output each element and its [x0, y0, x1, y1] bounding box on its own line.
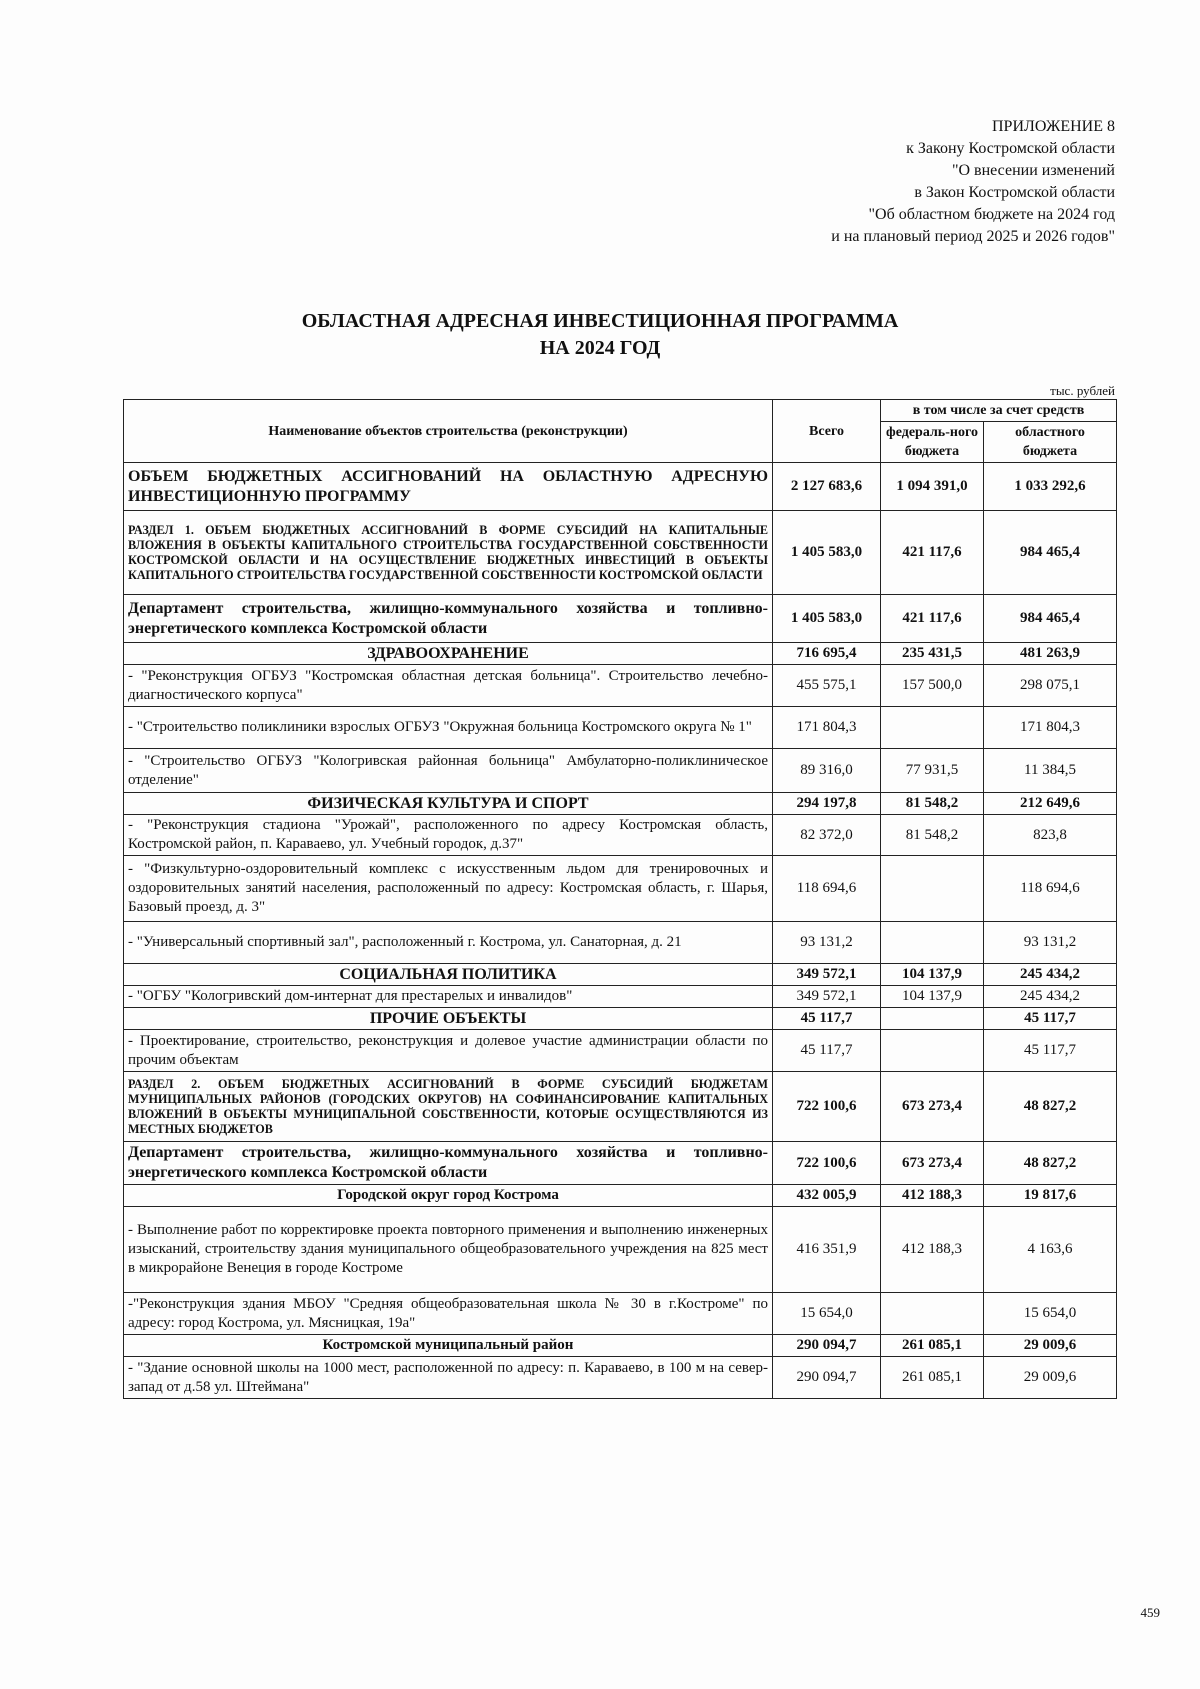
row-name: ОБЪЕМ БЮДЖЕТНЫХ АССИГНОВАНИЙ НА ОБЛАСТНУЮ АДРЕСНУЮ ИНВЕСТИЦИОННУЮ ПРОГРАММУ	[124, 463, 773, 511]
row-federal: 412 188,3	[881, 1207, 984, 1293]
row-regional: 245 434,2	[984, 964, 1117, 986]
row-federal: 81 548,2	[881, 815, 984, 856]
row-regional: 19 817,6	[984, 1185, 1117, 1207]
row-total: 118 694,6	[773, 856, 881, 922]
row-total: 2 127 683,6	[773, 463, 881, 511]
table-row-section	[124, 1072, 1117, 1142]
row-name: - "Строительство ОГБУЗ "Кологривская районная больница" Амбулаторно-поликлиническое отделение"	[124, 749, 773, 793]
header-total: Всего	[773, 400, 881, 463]
row-name: ФИЗИЧЕСКАЯ КУЛЬТУРА И СПОРТ	[124, 793, 773, 815]
row-total: 89 316,0	[773, 749, 881, 793]
row-total: 45 117,7	[773, 1008, 881, 1030]
row-total: 171 804,3	[773, 707, 881, 749]
table-row-item	[124, 922, 1117, 964]
row-name: СОЦИАЛЬНАЯ ПОЛИТИКА	[124, 964, 773, 986]
row-total: 294 197,8	[773, 793, 881, 815]
row-total: 15 654,0	[773, 1293, 881, 1335]
table-row-item	[124, 1357, 1117, 1399]
row-federal	[881, 707, 984, 749]
row-regional: 984 465,4	[984, 595, 1117, 643]
row-federal: 261 085,1	[881, 1335, 984, 1357]
row-federal: 673 273,4	[881, 1072, 984, 1142]
row-total: 455 575,1	[773, 665, 881, 707]
page-number: 459	[1140, 1605, 1160, 1620]
row-federal	[881, 1293, 984, 1335]
table-row-item	[124, 749, 1117, 793]
header-regional: областного бюджета	[984, 422, 1117, 463]
header-group: в том числе за счет средств	[881, 400, 1117, 422]
row-name: Костромской муниципальный район	[124, 1335, 773, 1357]
row-name: - "Реконструкция стадиона "Урожай", расположенного по адресу Костромская область, Костромской район, п. Караваево, ул. Учебный городок, д.37"	[124, 815, 773, 856]
row-name: - "Строительство поликлиники взрослых ОГБУЗ "Окружная больница Костромского округа № 1"	[124, 707, 773, 749]
row-regional: 29 009,6	[984, 1335, 1117, 1357]
row-federal	[881, 1030, 984, 1072]
table-row-item	[124, 665, 1117, 707]
row-regional: 245 434,2	[984, 986, 1117, 1008]
row-total: 349 572,1	[773, 986, 881, 1008]
row-name: - "Реконструкция ОГБУЗ "Костромская областная детская больница". Строительство лечебно-диагностического корпуса"	[124, 665, 773, 707]
row-regional: 48 827,2	[984, 1142, 1117, 1185]
row-total: 716 695,4	[773, 643, 881, 665]
row-regional: 1 033 292,6	[984, 463, 1117, 511]
appendix-line: в Закон Костромской области	[914, 184, 1115, 201]
row-total: 82 372,0	[773, 815, 881, 856]
appendix-line: "О внесении изменений	[951, 162, 1115, 179]
table-header-row	[124, 400, 1117, 422]
row-regional: 118 694,6	[984, 856, 1117, 922]
row-federal: 104 137,9	[881, 986, 984, 1008]
row-name: Департамент строительства, жилищно-коммунального хозяйства и топливно-энергетического комплекса Костромской области	[124, 1142, 773, 1185]
table-row-sub	[124, 1185, 1117, 1207]
table-row-category	[124, 1008, 1117, 1030]
row-regional: 298 075,1	[984, 665, 1117, 707]
row-regional: 15 654,0	[984, 1293, 1117, 1335]
row-total: 722 100,6	[773, 1142, 881, 1185]
row-name: - "ОГБУ "Кологривский дом-интернат для престарелых и инвалидов"	[124, 986, 773, 1008]
row-regional: 45 117,7	[984, 1030, 1117, 1072]
row-name: ЗДРАВООХРАНЕНИЕ	[124, 643, 773, 665]
row-name: -"Реконструкция здания МБОУ "Средняя общеобразовательная школа № 30 в г.Костроме" по адресу: город Кострома, ул. Мясницкая, 19а"	[124, 1293, 773, 1335]
appendix-line: и на плановый период 2025 и 2026 годов"	[831, 228, 1115, 245]
appendix-line: "Об областном бюджете на 2024 год	[868, 206, 1115, 223]
row-total: 290 094,7	[773, 1335, 881, 1357]
table-row-item	[124, 1293, 1117, 1335]
table-row-sub	[124, 1335, 1117, 1357]
row-federal: 81 548,2	[881, 793, 984, 815]
row-regional: 481 263,9	[984, 643, 1117, 665]
row-federal	[881, 1008, 984, 1030]
row-federal: 673 273,4	[881, 1142, 984, 1185]
investment-program-table	[123, 399, 1117, 1399]
row-regional: 823,8	[984, 815, 1117, 856]
row-federal: 1 094 391,0	[881, 463, 984, 511]
row-total: 45 117,7	[773, 1030, 881, 1072]
row-regional: 45 117,7	[984, 1008, 1117, 1030]
table-row-dept	[124, 1142, 1117, 1185]
row-name: - "Универсальный спортивный зал", расположенный г. Кострома, ул. Санаторная, д. 21	[124, 922, 773, 964]
row-regional: 48 827,2	[984, 1072, 1117, 1142]
row-federal: 157 500,0	[881, 665, 984, 707]
table-row-section	[124, 511, 1117, 595]
row-total: 722 100,6	[773, 1072, 881, 1142]
row-federal	[881, 922, 984, 964]
table-row-category	[124, 964, 1117, 986]
title-line-2: НА 2024 ГОД	[539, 337, 661, 359]
row-total: 93 131,2	[773, 922, 881, 964]
row-total: 290 094,7	[773, 1357, 881, 1399]
row-name: Городской округ город Кострома	[124, 1185, 773, 1207]
row-name: ПРОЧИЕ ОБЪЕКТЫ	[124, 1008, 773, 1030]
table-row-category	[124, 643, 1117, 665]
row-federal: 104 137,9	[881, 964, 984, 986]
table-row-item	[124, 1207, 1117, 1293]
row-total: 416 351,9	[773, 1207, 881, 1293]
row-name: РАЗДЕЛ 2. ОБЪЕМ БЮДЖЕТНЫХ АССИГНОВАНИЙ В ФОРМЕ СУБСИДИЙ БЮДЖЕТАМ МУНИЦИПАЛЬНЫХ РАЙОНОВ (ГОРОДСКИХ ОКРУГОВ) НА СОФИНАНСИРОВАНИЕ КАПИТАЛЬНЫХ ВЛОЖЕНИЙ В ОБЪЕКТЫ МУНИЦИПАЛЬНОЙ СОБСТВЕННОСТИ, КОТОРЫЕ ОСУЩЕСТВЛЯЮТСЯ ИЗ МЕСТНЫХ БЮДЖЕТОВ	[124, 1072, 773, 1142]
row-regional: 212 649,6	[984, 793, 1117, 815]
title-line-1: ОБЛАСТНАЯ АДРЕСНАЯ ИНВЕСТИЦИОННАЯ ПРОГРАММА	[301, 310, 899, 332]
row-regional: 29 009,6	[984, 1357, 1117, 1399]
row-federal: 77 931,5	[881, 749, 984, 793]
table-row-item	[124, 856, 1117, 922]
units-label: тыс. рублей	[1050, 383, 1115, 398]
row-federal: 235 431,5	[881, 643, 984, 665]
appendix-line: ПРИЛОЖЕНИЕ 8	[991, 118, 1115, 135]
row-regional: 171 804,3	[984, 707, 1117, 749]
row-regional: 984 465,4	[984, 511, 1117, 595]
table-row-item	[124, 986, 1117, 1008]
document-title	[0, 308, 1200, 362]
row-name: - Проектирование, строительство, реконструкция и долевое участие администрации области по прочим объектам	[124, 1030, 773, 1072]
row-federal: 421 117,6	[881, 595, 984, 643]
table-row-category	[124, 793, 1117, 815]
row-name: - Выполнение работ по корректировке проекта повторного применения и выполнению инженерных изысканий, строительству здания муниципального общеобразовательного учреждения на 825 мест в микрорайоне Венеция в городе Костроме	[124, 1207, 773, 1293]
table-row-item	[124, 707, 1117, 749]
header-federal: федераль-ного бюджета	[881, 422, 984, 463]
row-regional: 93 131,2	[984, 922, 1117, 964]
table-row-dept	[124, 595, 1117, 643]
row-name: - "Физкультурно-оздоровительный комплекс с искусственным льдом для тренировочных и оздоровительных занятий населения, расположенный по адресу: Костромская область, г. Шарья, Базовый проезд, д. 3"	[124, 856, 773, 922]
table-body	[124, 463, 1117, 1399]
appendix-line: к Закону Костромской области	[906, 140, 1115, 157]
row-total: 349 572,1	[773, 964, 881, 986]
row-name: РАЗДЕЛ 1. ОБЪЕМ БЮДЖЕТНЫХ АССИГНОВАНИЙ В ФОРМЕ СУБСИДИЙ НА КАПИТАЛЬНЫЕ ВЛОЖЕНИЯ В ОБЪЕКТЫ КАПИТАЛЬНОГО СТРОИТЕЛЬСТВА ГОСУДАРСТВЕННОЙ СОБСТВЕННОСТИ КОСТРОМСКОЙ ОБЛАСТИ И НА ОСУЩЕСТВЛЕНИЕ БЮДЖЕТНЫХ ИНВЕСТИЦИЙ В ОБЪЕКТЫ КАПИТАЛЬНОГО СТРОИТЕЛЬСТВА ГОСУДАРСТВЕННОЙ СОБСТВЕННОСТИ КОСТРОМСКОЙ ОБЛАСТИ	[124, 511, 773, 595]
row-federal: 412 188,3	[881, 1185, 984, 1207]
row-name: Департамент строительства, жилищно-коммунального хозяйства и топливно-энергетического комплекса Костромской области	[124, 595, 773, 643]
row-regional: 4 163,6	[984, 1207, 1117, 1293]
table-row-total	[124, 463, 1117, 511]
row-total: 1 405 583,0	[773, 511, 881, 595]
row-federal	[881, 856, 984, 922]
row-total: 1 405 583,0	[773, 595, 881, 643]
row-regional: 11 384,5	[984, 749, 1117, 793]
header-name: Наименование объектов строительства (реконструкции)	[124, 400, 773, 463]
table-row-item	[124, 1030, 1117, 1072]
table-row-item	[124, 815, 1117, 856]
row-federal: 421 117,6	[881, 511, 984, 595]
row-name: - "Здание основной школы на 1000 мест, расположенной по адресу: п. Караваево, в 100 м на север-запад от д.58 ул. Штеймана"	[124, 1357, 773, 1399]
appendix-header	[831, 116, 1115, 248]
row-federal: 261 085,1	[881, 1357, 984, 1399]
row-total: 432 005,9	[773, 1185, 881, 1207]
